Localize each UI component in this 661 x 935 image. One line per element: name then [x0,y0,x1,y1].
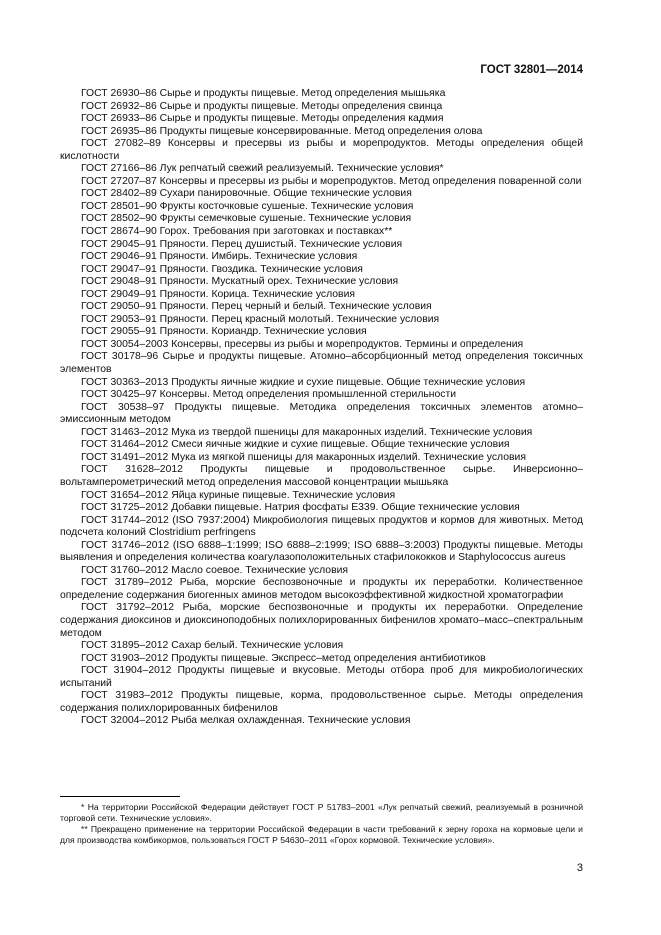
page-number: 3 [576,862,583,874]
reference-item: ГОСТ 31983–2012 Продукты пищевые, корма, продовольственное сырье. Методы определения содержания полихлорированных бифенилов [60,690,583,714]
reference-item: ГОСТ 30054–2003 Консервы, пресервы из рыбы и морепродуктов. Термины и определения [81,338,524,350]
reference-item: ГОСТ 30363–2013 Продукты яичные жидкие и сухие пищевые. Общие технические условия [81,376,526,388]
footnote-divider [60,796,180,797]
reference-item: ГОСТ 31491–2012 Мука из мягкой пшеницы для макаронных изделий. Технические условия [81,451,526,463]
reference-item: ГОСТ 26935–86 Продукты пищевые консервированные. Метод определения олова [81,125,483,137]
reference-item: ГОСТ 26932–86 Сырье и продукты пищевые. Методы определения свинца [81,100,443,112]
reference-item: ГОСТ 31904–2012 Продукты пищевые и вкусовые. Методы отбора проб для микробиологических испытаний [60,665,583,689]
reference-item: ГОСТ 31463–2012 Мука из твердой пшеницы для макаронных изделий. Технические условия [81,426,533,438]
reference-item: ГОСТ 31744–2012 (ISO 7937:2004) Микробиология пищевых продуктов и кормов для животных. Метод подсчета колоний Clostridium perfringens [60,514,583,539]
footnotes [60,796,583,846]
reference-item: ГОСТ 31895–2012 Сахар белый. Технические условия [81,640,344,652]
reference-item: ГОСТ 29046–91 Пряности. Имбирь. Технические условия [81,251,358,263]
reference-item: ГОСТ 30425–97 Консервы. Метод определения промышленной стерильности [81,389,457,401]
reference-item: ГОСТ 31654–2012 Яйца куриные пищевые. Технические условия [81,489,396,501]
references-list [60,88,583,728]
reference-item: ГОСТ 30178–96 Сырье и продукты пищевые. Атомно–абсорбционный метод определения токсичных элементов [60,351,583,376]
reference-item: ГОСТ 31760–2012 Масло соевое. Технические условия [81,564,349,576]
reference-item: ГОСТ 26933–86 Сырье и продукты пищевые. Методы определения кадмия [81,113,444,125]
reference-item: ГОСТ 30538–97 Продукты пищевые. Методика определения токсичных элементов атомно–эмиссионным методом [60,401,583,426]
reference-item: ГОСТ 29050–91 Пряности. Перец черный и белый. Технические условия [81,301,432,313]
reference-item: ГОСТ 29049–91 Пряности. Корица. Технические условия [81,288,355,300]
reference-item: ГОСТ 27082–89 Консервы и пресервы из рыбы и морепродуктов. Методы определения общей кислотности [60,138,583,162]
reference-item: ГОСТ 31746–2012 (ISO 6888–1:1999; ISO 6888–2:1999; ISO 6888–3:2003) Продукты пищевые. Методы выявления и определения количества коагулазоположительных стафилококков и Staphylococcus aureus [60,539,583,564]
reference-item: ГОСТ 26930–86 Сырье и продукты пищевые. Метод определения мышьяка [81,88,446,99]
reference-item: ГОСТ 31464–2012 Смеси яичные жидкие и сухие пищевые. Общие технические условия [81,439,510,451]
reference-item: ГОСТ 27207–87 Консервы и пресервы из рыбы и морепродуктов. Метод определения поваренной соли [81,175,582,187]
reference-item: ГОСТ 29053–91 Пряности. Перец красный молотый. Технические условия [81,313,440,325]
reference-item: ГОСТ 28402–89 Сухари панировочные. Общие технические условия [81,188,412,200]
reference-item: ГОСТ 28501–90 Фрукты косточковые сушеные. Технические условия [81,200,414,212]
reference-item: ГОСТ 29048–91 Пряности. Мускатный орех. Технические условия [81,276,399,288]
reference-item: ГОСТ 31725–2012 Добавки пищевые. Натрия фосфаты E339. Общие технические условия [81,502,520,514]
reference-item: ГОСТ 28502–90 Фрукты семечковые сушеные. Технические условия [81,213,412,225]
reference-item: ГОСТ 31628–2012 Продукты пищевые и продовольственное сырье. Инверсионно–вольтамперометрический метод определения массовой концентрации мышьяка [60,464,583,488]
reference-item: ГОСТ 29047–91 Пряности. Гвоздика. Технические условия [81,263,363,275]
reference-item: ГОСТ 31789–2012 Рыба, морские беспозвоночные и продукты их переработки. Количественное определение содержания биогенных аминов методом высокоэффективной жидкостной хроматографии [60,577,583,601]
reference-item: ГОСТ 31903–2012 Продукты пищевые. Экспресс–метод определения антибиотиков [81,652,486,664]
footnote-item: * На территории Российской Федерации действует ГОСТ Р 51783–2001 «Лук репчатый свежий, реализуемый в розничной торговой сети. Технические условия». [60,802,583,823]
document-header: ГОСТ 32801—2014 [480,64,583,76]
reference-item: ГОСТ 28674–90 Горох. Требования при заготовках и поставках** [81,226,393,238]
reference-item: ГОСТ 27166–86 Лук репчатый свежий реализуемый. Технические условия* [81,163,444,175]
reference-item: ГОСТ 29055–91 Пряности. Кориандр. Технические условия [81,326,367,338]
reference-item: ГОСТ 29045–91 Пряности. Перец душистый. Технические условия [81,238,403,250]
reference-item: ГОСТ 31792–2012 Рыба, морские беспозвоночные и продукты их переработки. Определение содержания диоксинов и диоксиноподобных полихлорированных бифенилов хромато–масс–спектральным методом [60,602,583,639]
footnote-item: ** Прекращено применение на территории Российской Федерации в части требований к зерну гороха на кормовые цели и для производства комбикормов, пользоваться ГОСТ Р 54630–2011 «Горох кормовой. Технические условия». [60,824,583,845]
reference-item: ГОСТ 32004–2012 Рыба мелкая охлажденная. Технические условия [81,715,411,727]
